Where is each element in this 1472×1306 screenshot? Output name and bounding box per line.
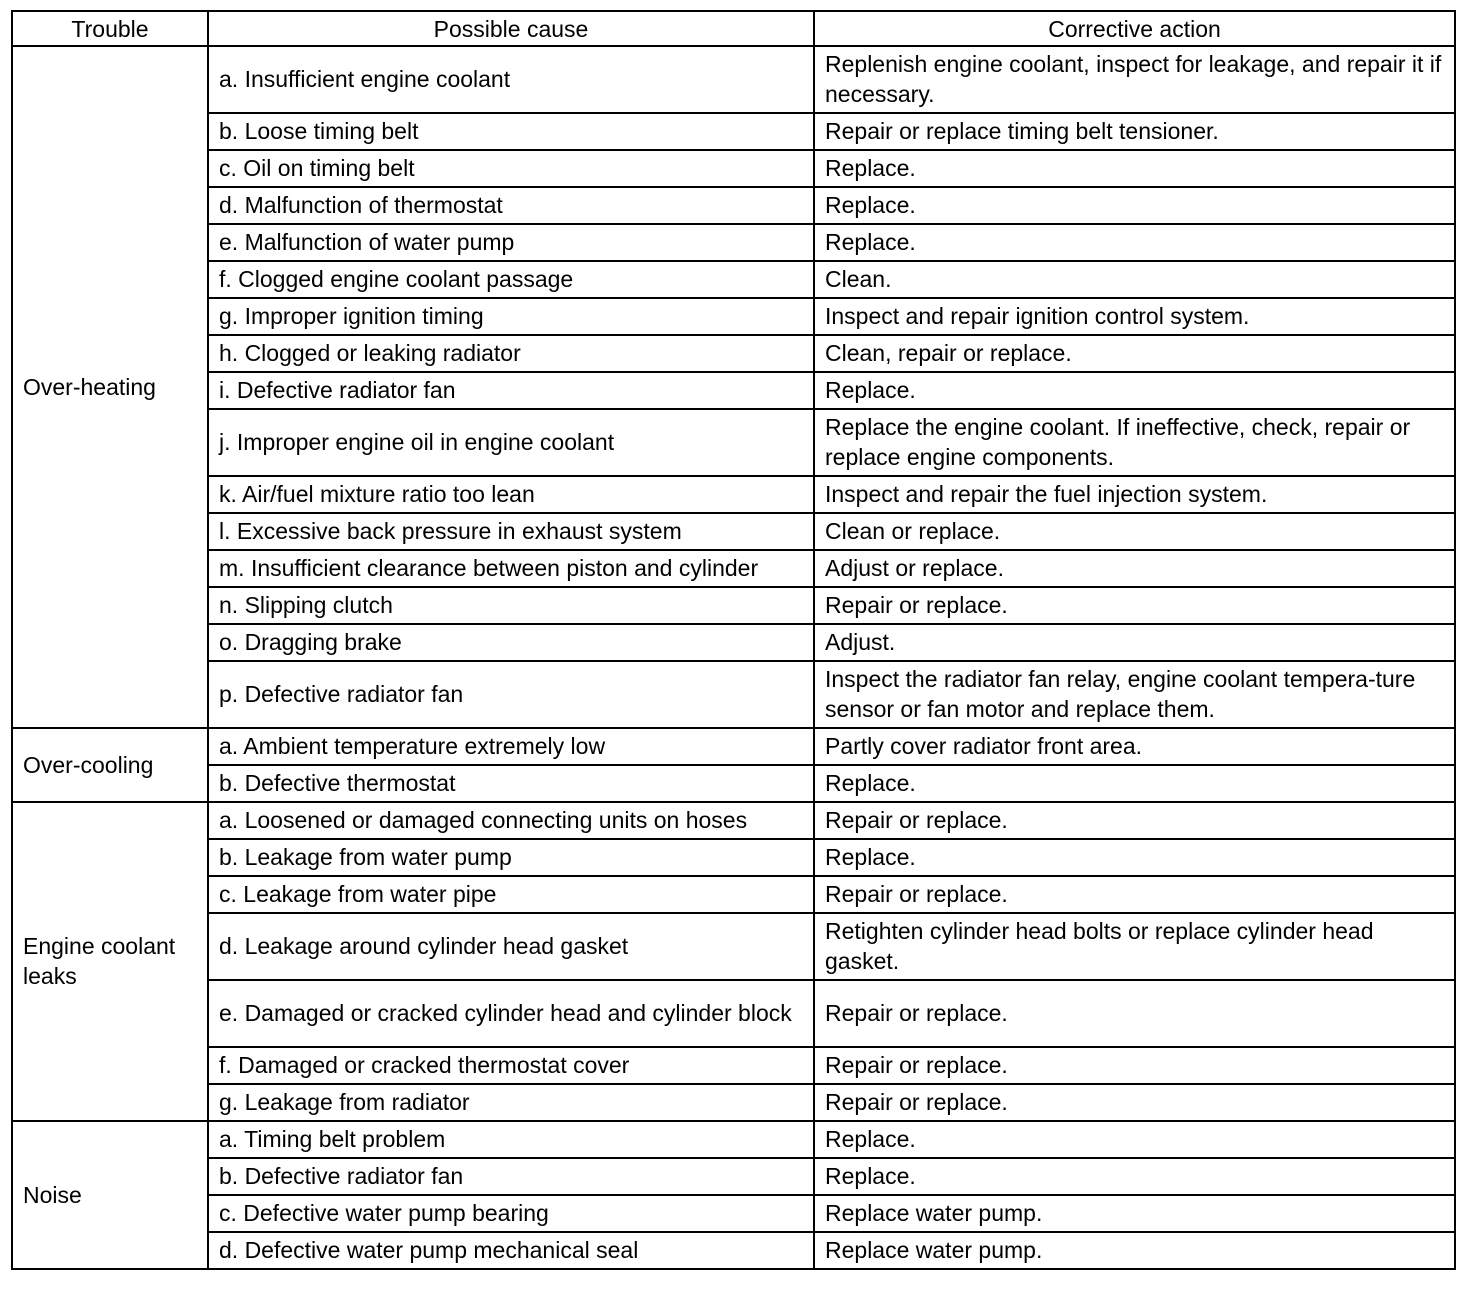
table-row bbox=[12, 1084, 1455, 1121]
table-row bbox=[12, 1047, 1455, 1084]
action-cell: Replace. bbox=[814, 1158, 1455, 1195]
table-row bbox=[12, 113, 1455, 150]
cause-cell: j. Improper engine oil in engine coolant bbox=[208, 409, 814, 476]
action-cell: Replace. bbox=[814, 839, 1455, 876]
cause-cell: c. Oil on timing belt bbox=[208, 150, 814, 187]
table-row bbox=[12, 550, 1455, 587]
cause-cell: m. Insufficient clearance between piston and cylinder bbox=[208, 550, 814, 587]
action-cell: Repair or replace. bbox=[814, 876, 1455, 913]
cause-cell: e. Malfunction of water pump bbox=[208, 224, 814, 261]
action-cell: Clean or replace. bbox=[814, 513, 1455, 550]
cause-cell: c. Defective water pump bearing bbox=[208, 1195, 814, 1232]
table-body bbox=[12, 46, 1455, 1269]
table-header bbox=[12, 11, 1455, 46]
table-row bbox=[12, 1232, 1455, 1269]
action-cell: Adjust or replace. bbox=[814, 550, 1455, 587]
cause-cell: b. Loose timing belt bbox=[208, 113, 814, 150]
header-corrective-action: Corrective action bbox=[814, 11, 1455, 46]
cause-cell: f. Clogged engine coolant passage bbox=[208, 261, 814, 298]
trouble-cell: Noise bbox=[12, 1121, 208, 1269]
cause-cell: d. Leakage around cylinder head gasket bbox=[208, 913, 814, 980]
action-cell: Replace water pump. bbox=[814, 1195, 1455, 1232]
table-row bbox=[12, 372, 1455, 409]
table-row bbox=[12, 876, 1455, 913]
trouble-cell: Over-heating bbox=[12, 46, 208, 728]
table-row bbox=[12, 476, 1455, 513]
table-row bbox=[12, 661, 1455, 728]
action-cell: Inspect and repair the fuel injection system. bbox=[814, 476, 1455, 513]
cause-cell: k. Air/fuel mixture ratio too lean bbox=[208, 476, 814, 513]
cause-cell: d. Malfunction of thermostat bbox=[208, 187, 814, 224]
table-row bbox=[12, 224, 1455, 261]
header-possible-cause: Possible cause bbox=[208, 11, 814, 46]
table-row bbox=[12, 1158, 1455, 1195]
action-cell: Replace. bbox=[814, 224, 1455, 261]
action-cell: Replace. bbox=[814, 1121, 1455, 1158]
action-cell: Inspect the radiator fan relay, engine coolant tempera-ture sensor or fan motor and replace them. bbox=[814, 661, 1455, 728]
cause-cell: f. Damaged or cracked thermostat cover bbox=[208, 1047, 814, 1084]
action-cell: Repair or replace. bbox=[814, 1084, 1455, 1121]
action-cell: Clean, repair or replace. bbox=[814, 335, 1455, 372]
table-row bbox=[12, 409, 1455, 476]
table-row bbox=[12, 298, 1455, 335]
action-cell: Adjust. bbox=[814, 624, 1455, 661]
table-row bbox=[12, 839, 1455, 876]
action-cell: Repair or replace. bbox=[814, 802, 1455, 839]
cause-cell: n. Slipping clutch bbox=[208, 587, 814, 624]
header-row bbox=[12, 11, 1455, 46]
cause-cell: a. Loosened or damaged connecting units on hoses bbox=[208, 802, 814, 839]
cause-cell: o. Dragging brake bbox=[208, 624, 814, 661]
action-cell: Repair or replace. bbox=[814, 980, 1455, 1047]
action-cell: Replace the engine coolant. If ineffective, check, repair or replace engine components. bbox=[814, 409, 1455, 476]
cause-cell: l. Excessive back pressure in exhaust system bbox=[208, 513, 814, 550]
cause-cell: b. Leakage from water pump bbox=[208, 839, 814, 876]
table-row bbox=[12, 728, 1455, 765]
table-row bbox=[12, 261, 1455, 298]
troubleshooting-table bbox=[11, 10, 1456, 1270]
action-cell: Replace. bbox=[814, 150, 1455, 187]
trouble-cell: Over-cooling bbox=[12, 728, 208, 802]
action-cell: Repair or replace. bbox=[814, 587, 1455, 624]
table-row bbox=[12, 335, 1455, 372]
cause-cell: a. Insufficient engine coolant bbox=[208, 46, 814, 113]
table-row bbox=[12, 187, 1455, 224]
cause-cell: a. Timing belt problem bbox=[208, 1121, 814, 1158]
trouble-cell: Engine coolant leaks bbox=[12, 802, 208, 1121]
cause-cell: p. Defective radiator fan bbox=[208, 661, 814, 728]
table-row bbox=[12, 587, 1455, 624]
action-cell: Retighten cylinder head bolts or replace cylinder head gasket. bbox=[814, 913, 1455, 980]
action-cell: Replace water pump. bbox=[814, 1232, 1455, 1269]
action-cell: Repair or replace timing belt tensioner. bbox=[814, 113, 1455, 150]
action-cell: Replace. bbox=[814, 187, 1455, 224]
header-trouble: Trouble bbox=[12, 11, 208, 46]
table-row bbox=[12, 1195, 1455, 1232]
cause-cell: g. Improper ignition timing bbox=[208, 298, 814, 335]
action-cell: Replace. bbox=[814, 765, 1455, 802]
cause-cell: i. Defective radiator fan bbox=[208, 372, 814, 409]
cause-cell: g. Leakage from radiator bbox=[208, 1084, 814, 1121]
action-cell: Inspect and repair ignition control system. bbox=[814, 298, 1455, 335]
cause-cell: d. Defective water pump mechanical seal bbox=[208, 1232, 814, 1269]
action-cell: Clean. bbox=[814, 261, 1455, 298]
table-row bbox=[12, 980, 1455, 1047]
action-cell: Replace. bbox=[814, 372, 1455, 409]
table-row bbox=[12, 513, 1455, 550]
action-cell: Repair or replace. bbox=[814, 1047, 1455, 1084]
action-cell: Replenish engine coolant, inspect for leakage, and repair it if necessary. bbox=[814, 46, 1455, 113]
table-row bbox=[12, 624, 1455, 661]
table-row bbox=[12, 765, 1455, 802]
cause-cell: b. Defective thermostat bbox=[208, 765, 814, 802]
table-row bbox=[12, 150, 1455, 187]
table-row bbox=[12, 1121, 1455, 1158]
cause-cell: b. Defective radiator fan bbox=[208, 1158, 814, 1195]
table-row bbox=[12, 802, 1455, 839]
cause-cell: c. Leakage from water pipe bbox=[208, 876, 814, 913]
cause-cell: e. Damaged or cracked cylinder head and cylinder block bbox=[208, 980, 814, 1047]
table-row bbox=[12, 913, 1455, 980]
cause-cell: a. Ambient temperature extremely low bbox=[208, 728, 814, 765]
cause-cell: h. Clogged or leaking radiator bbox=[208, 335, 814, 372]
table-row bbox=[12, 46, 1455, 113]
action-cell: Partly cover radiator front area. bbox=[814, 728, 1455, 765]
